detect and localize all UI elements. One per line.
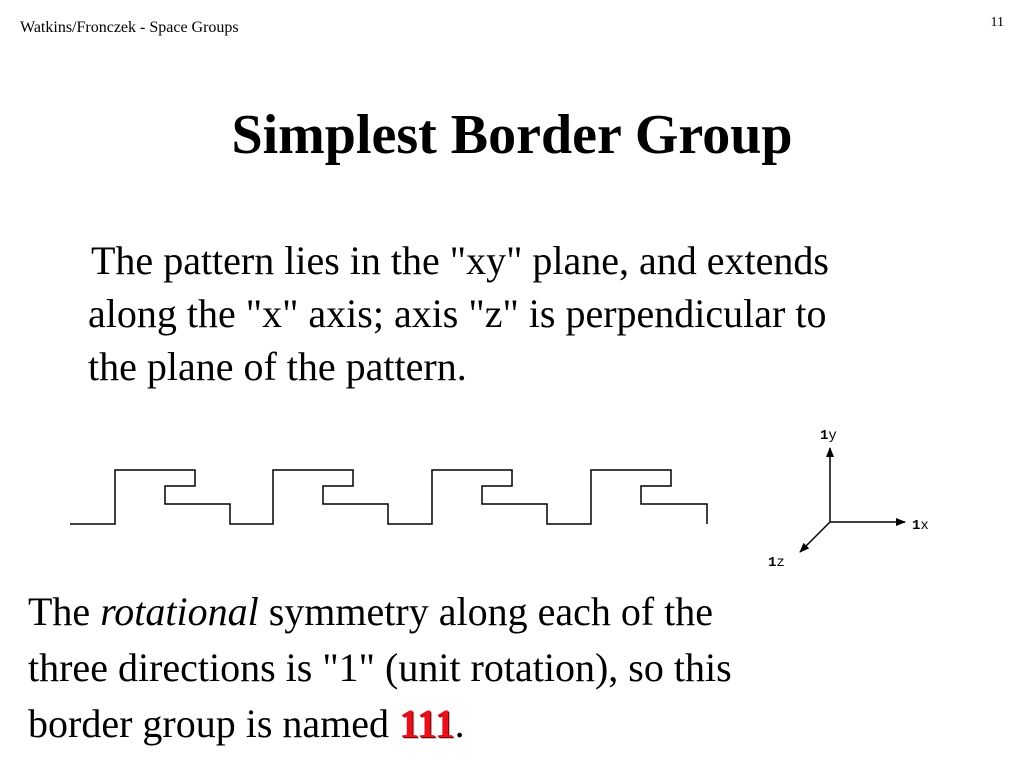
slide-title: Simplest Border Group <box>231 104 793 166</box>
border-pattern-path <box>70 470 707 524</box>
intro-line-2: along the "x" axis; axis "z" is perpendicular to <box>88 291 827 336</box>
y-axis-label: 1y <box>820 428 837 444</box>
border-pattern-figure <box>60 460 720 530</box>
intro-paragraph <box>88 234 948 393</box>
z-axis-label: 1z <box>768 555 785 571</box>
intro-line-1: The pattern lies in the "xy" plane, and extends <box>91 238 829 283</box>
x-axis-label: 1x <box>912 518 929 534</box>
intro-line-3: the plane of the pattern. <box>88 344 467 389</box>
conclusion-paragraph <box>28 584 908 752</box>
conclusion-line-1-rest: symmetry along each of the <box>258 589 714 634</box>
z-axis-arrow <box>800 522 830 552</box>
coordinate-axes-figure <box>760 420 960 580</box>
conclusion-prefix: The <box>28 589 101 634</box>
conclusion-line-2: three directions is "1" (unit rotation), so this <box>28 645 732 690</box>
conclusion-line-3-prefix: border group is named <box>28 701 400 746</box>
presentation-header: Watkins/Fronczek - Space Groups <box>20 19 239 36</box>
slide-number: 11 <box>990 15 1004 30</box>
conclusion-emphasis: rotational <box>100 589 259 634</box>
border-group-name: 111 <box>399 701 455 746</box>
conclusion-line-3-suffix: . <box>454 701 465 746</box>
